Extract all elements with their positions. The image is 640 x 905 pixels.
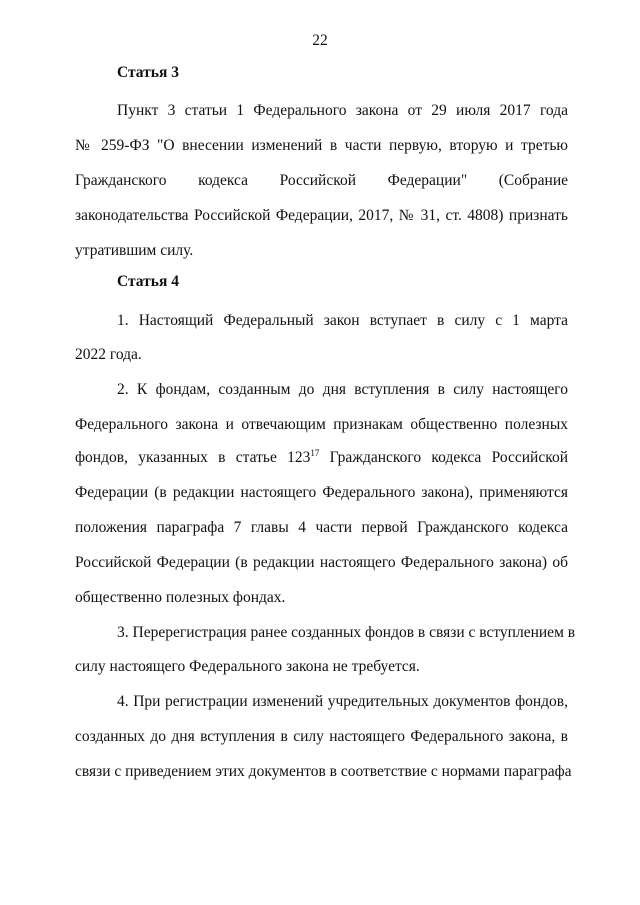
article-3-line: Гражданского кодекса Российской Федерации" (Собрание bbox=[75, 172, 568, 189]
article-4-p1-line: 2022 года. bbox=[75, 346, 142, 363]
article-4-p2-text: фондов, указанных в статье 123 bbox=[75, 449, 311, 466]
page-number: 22 bbox=[312, 32, 328, 49]
article-4-p3-line: 3. Перерегистрация ранее созданных фондов в связи с вступлением в bbox=[117, 624, 576, 641]
article-4-p2-line: положения параграфа 7 главы 4 части первой Гражданского кодекса bbox=[75, 519, 568, 536]
article-3-line: утратившим силу. bbox=[75, 242, 194, 259]
article-4-p2-line-with-superscript bbox=[75, 448, 568, 468]
article-4-p4-line: 4. При регистрации изменений учредительных документов фондов, bbox=[117, 693, 568, 710]
article-number-superscript: 17 bbox=[310, 447, 320, 458]
article-4-p2-line: Федерального закона и отвечающим признакам общественно полезных bbox=[75, 416, 568, 433]
article-4-p2-line: Федерации (в редакции настоящего Федерального закона), применяются bbox=[75, 484, 568, 501]
article-4-p3-line: силу настоящего Федерального закона не требуется. bbox=[75, 658, 420, 675]
article-3-line: Пункт 3 статьи 1 Федерального закона от 29 июля 2017 года bbox=[117, 102, 568, 119]
article-4-p1-line: 1. Настоящий Федеральный закон вступает в силу с 1 марта bbox=[117, 312, 568, 329]
article-3-line: законодательства Российской Федерации, 2017, № 31, ст. 4808) признать bbox=[75, 207, 568, 224]
article-3-heading: Статья 3 bbox=[117, 64, 179, 81]
article-4-p4-line: созданных до дня вступления в силу настоящего Федерального закона, в bbox=[75, 728, 568, 745]
article-4-p2-line: 2. К фондам, созданным до дня вступления в силу настоящего bbox=[117, 381, 568, 398]
article-3-line: № 259-ФЗ "О внесении изменений в части первую, вторую и третью bbox=[75, 137, 568, 154]
article-4-p2-line: Российской Федерации (в редакции настоящего Федерального закона) об bbox=[75, 554, 568, 571]
article-4-p2-line: общественно полезных фондах. bbox=[75, 589, 286, 606]
article-4-heading: Статья 4 bbox=[117, 273, 179, 290]
article-4-p2-text: Гражданского кодекса Российской bbox=[319, 449, 568, 466]
article-4-p4-line: связи с приведением этих документов в соответствие с нормами параграфа bbox=[75, 763, 572, 780]
